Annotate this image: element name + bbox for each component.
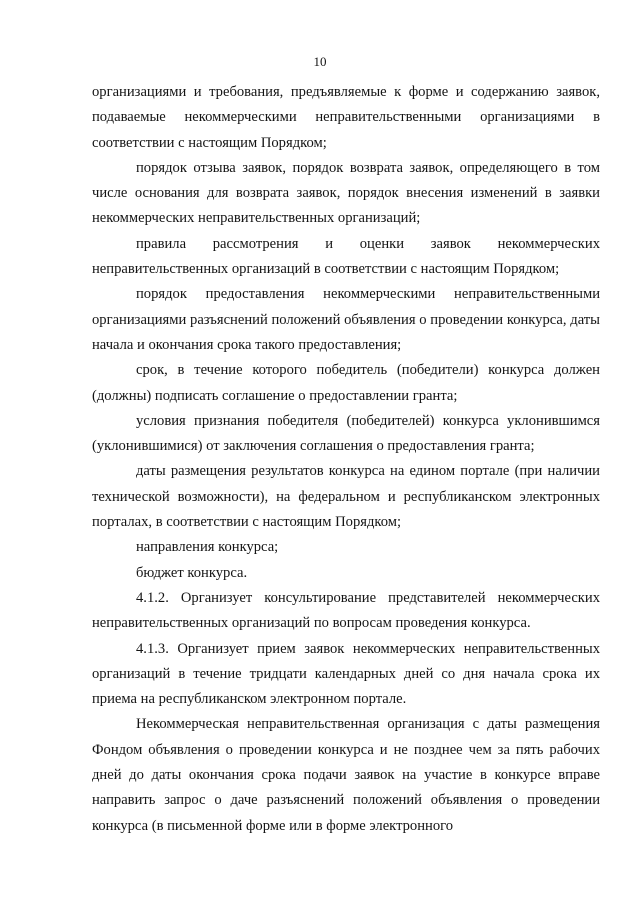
paragraph: порядок предоставления некоммерческими неправительственными организациями разъяснений положений объявления о проведении конкурса, даты начала и окончания срока такого предоставления; [92,286,600,353]
paragraph: направления конкурса; [136,539,279,556]
paragraph: срок, в течение которого победитель (победители) конкурса должен (должны) подписать соглашение о предоставлении гранта; [92,362,600,404]
paragraph: даты размещения результатов конкурса на едином портале (при наличии технической возможности), на федеральном и республиканском электронных порталах, в соответствии с настоящим Порядком; [92,463,600,531]
paragraph: правила рассмотрения и оценки заявок некоммерческих неправительственных организаций в соответствии с настоящим Порядком; [92,235,600,278]
paragraph: Некоммерческая неправительственная организация с даты размещения Фондом объявления о проведении конкурса и не позднее чем за пять рабочих дней до даты окончания срока подачи заявок на участие в конкурсе вправе направить запрос о даче разъяснений положений объявления о проведении конкурса (в письменной форме или в форме электронного [92,716,600,834]
paragraph: порядок отзыва заявок, порядок возврата заявок, определяющего в том числе основания для возврата заявок, порядок внесения изменений в заявки некоммерческих неправительственных организаций; [92,159,600,227]
paragraph: условия признания победителя (победителей) конкурса уклонившимся (уклонившимися) от заключения соглашения о предоставления гранта; [92,412,600,455]
document-body [92,80,600,839]
paragraph: организациями и требования, предъявляемые к форме и содержанию заявок, подаваемые некоммерческими неправительственными организациями в соответствии с настоящим Порядком; [92,84,600,151]
paragraph: 4.1.2. Организует консультирование представителей некоммерческих неправительственных организаций по вопросам проведения конкурса. [92,589,600,632]
paragraph: 4.1.3. Организует прием заявок некоммерческих неправительственных организаций в течение тридцати календарных дней со дня начала срока их приема на республиканском электронном портале. [92,640,600,708]
paragraph: бюджет конкурса. [136,564,248,581]
page-number: 10 [313,54,327,69]
